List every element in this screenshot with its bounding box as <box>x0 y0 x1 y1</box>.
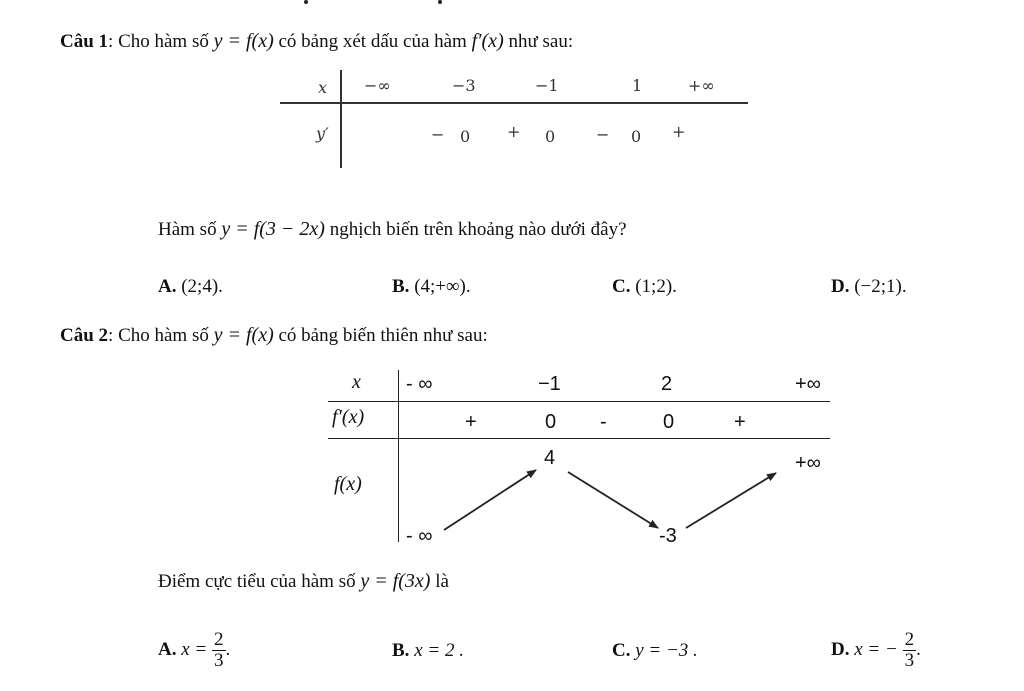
option-tail: . <box>916 638 921 660</box>
q2-label: Câu 2 <box>60 325 109 346</box>
option-fraction <box>212 630 226 671</box>
q2-row-fp-label: f′(x) <box>332 406 365 428</box>
q2-question <box>158 570 449 593</box>
option-label: B. <box>392 640 410 661</box>
q2-question-a: Điểm cực tiểu của hàm số <box>158 571 356 592</box>
option-lhs: x = <box>181 638 208 660</box>
q2-intro-a: : Cho hàm số <box>108 325 209 346</box>
option-fraction <box>903 630 917 671</box>
q1-sign: − <box>431 125 445 144</box>
q2-sign: - <box>600 411 607 433</box>
option-label: D. <box>831 276 850 297</box>
increasing-arrow <box>444 470 536 530</box>
q1-row-x-label: x <box>318 78 328 97</box>
q1-x-value: −3 <box>452 76 476 95</box>
option-tail: . <box>225 638 231 660</box>
option-label: D. <box>831 638 850 660</box>
fraction-denominator: 3 <box>214 649 224 671</box>
option-label: B. <box>392 276 410 297</box>
option-value: (1;2). <box>635 276 677 297</box>
q2-option-b <box>392 640 464 662</box>
decreasing-arrow <box>568 472 658 528</box>
option-value: (−2;1). <box>854 276 907 297</box>
q1-question-b: nghịch biến trên khoảng nào dưới đây? <box>329 219 627 240</box>
q2-f-value: - ∞ <box>406 525 433 547</box>
q2-x-value: +∞ <box>795 373 821 395</box>
q1-x-value: −1 <box>535 76 559 95</box>
q1-deriv: f′(x) <box>471 30 504 52</box>
option-label: C. <box>612 276 631 297</box>
q2-x-value: - ∞ <box>406 373 433 395</box>
q1-sign: + <box>672 122 686 141</box>
q1-sign: − <box>596 125 610 144</box>
q2-f-value-max: 4 <box>544 447 556 469</box>
q1-func: y = f(x) <box>213 30 274 52</box>
fraction-numerator: 2 <box>214 629 224 650</box>
q1-label: Câu 1 <box>60 31 109 52</box>
q1-row-y-label: y′ <box>316 124 329 143</box>
increasing-arrow <box>686 473 776 528</box>
q1-intro-c: như sau: <box>508 31 574 52</box>
q2-f-value-min: -3 <box>659 525 677 547</box>
q1-sign: 0 <box>631 127 642 146</box>
q2-row-f-label: f(x) <box>334 473 362 495</box>
q2-option-c <box>612 640 698 662</box>
q2-sign: + <box>734 411 746 433</box>
q1-x-value: 1 <box>632 76 643 95</box>
option-value: y = −3 . <box>635 640 698 661</box>
option-lhs: x = − <box>854 638 898 660</box>
q1-x-value: +∞ <box>688 76 715 95</box>
option-value: (4;+∞). <box>414 276 471 297</box>
q1-x-value: −∞ <box>364 76 391 95</box>
fraction-denominator: 3 <box>904 649 915 671</box>
option-value: x = 2 . <box>414 640 464 661</box>
q2-question-b: là <box>435 571 449 592</box>
q2-f-value: +∞ <box>795 452 821 474</box>
q2-func: y = f(x) <box>213 324 274 346</box>
option-label: A. <box>158 638 177 660</box>
q2-option-a <box>158 630 230 671</box>
q2-sign: + <box>465 411 477 433</box>
q2-row-x-label: x <box>352 371 361 393</box>
q2-intro-b: có bảng biến thiên như sau: <box>278 325 488 346</box>
q2-x-value: −1 <box>538 373 561 395</box>
q2-option-d <box>831 630 921 671</box>
q1-sign: + <box>507 122 521 141</box>
q1-question-func: y = f(3 − 2x) <box>221 218 325 240</box>
option-label: A. <box>158 276 177 297</box>
q1-intro-a: : Cho hàm số <box>108 31 209 52</box>
fraction-numerator: 2 <box>904 629 915 650</box>
q1-question-a: Hàm số <box>158 219 217 240</box>
q2-question-func: y = f(3x) <box>360 570 431 592</box>
q1-intro-b: có bảng xét dấu của hàm <box>278 31 467 52</box>
q2-sign: 0 <box>663 411 675 433</box>
q2-x-value: 2 <box>661 373 673 395</box>
q1-sign: 0 <box>545 127 556 146</box>
option-value: (2;4). <box>181 276 223 297</box>
q1-sign: 0 <box>460 127 471 146</box>
option-label: C. <box>612 640 631 661</box>
q2-sign: 0 <box>545 411 557 433</box>
